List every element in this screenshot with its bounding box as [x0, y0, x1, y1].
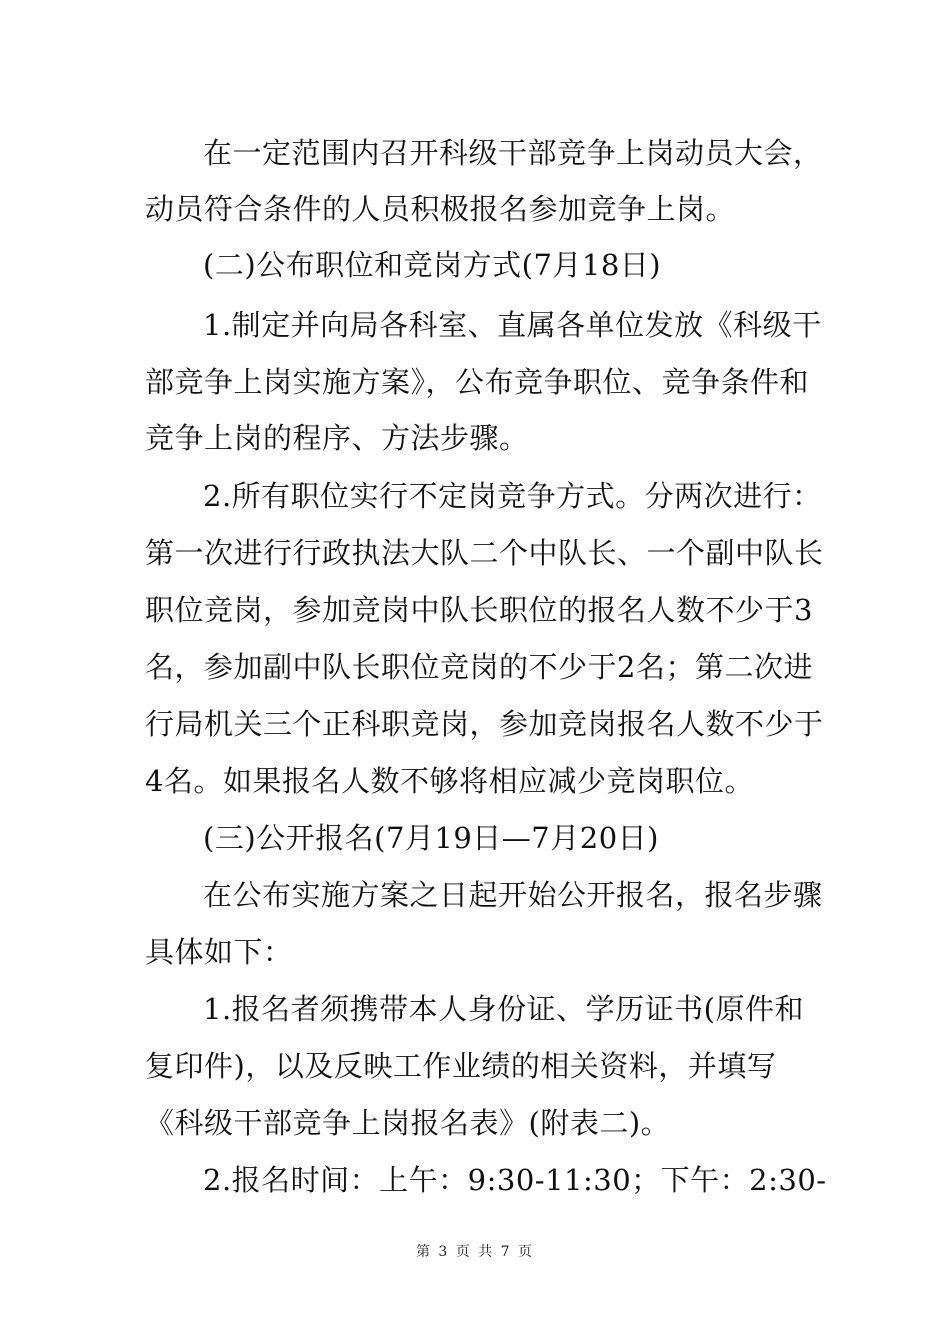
text-line-1: 在一定范围内召开科级干部竞争上岗动员大会， — [203, 136, 823, 170]
text-line-4: 1.制定并向局各科室、直属各单位发放《科级干 — [203, 308, 822, 342]
text-line-16: 1.报名者须携带本人身份证、学历证书(原件和 — [203, 992, 804, 1026]
text-line-10: 名，参加副中队长职位竞岗的不少于2名；第二次进 — [145, 650, 813, 684]
text-line-9: 职位竞岗，参加竞岗中队长职位的报名人数不少于3 — [145, 593, 813, 627]
text-line-5: 部竞争上岗实施方案》，公布竞争职位、竞争条件和 — [145, 365, 810, 399]
text-line-6: 竞争上岗的程序、方法步骤。 — [145, 421, 529, 455]
text-line-7: 2.所有职位实行不定岗竞争方式。分两次进行： — [203, 479, 822, 513]
text-line-14: 在公布实施方案之日起开始公开报名，报名步骤 — [203, 878, 823, 912]
text-line-19: 2.报名时间：上午：9:30-11:30；下午：2:30- — [203, 1163, 827, 1197]
text-line-2: 动员符合条件的人员积极报名参加竞争上岗。 — [145, 192, 736, 226]
text-line-15: 具体如下： — [145, 935, 293, 969]
text-line-18: 《科级干部竞争上岗报名表》(附表二)。 — [145, 1106, 671, 1140]
section-heading-2: (二)公布职位和竞岗方式(7月18日) — [203, 248, 662, 282]
page-number-footer: 第 3 页 共 7 页 — [415, 1244, 535, 1260]
text-line-17: 复印件)，以及反映工作业绩的相关资料，并填写 — [145, 1049, 777, 1083]
text-line-12: 4名。如果报名人数不够将相应减少竞岗职位。 — [145, 764, 754, 798]
text-line-11: 行局机关三个正科职竞岗，参加竞岗报名人数不少于 — [145, 707, 824, 741]
section-heading-3: (三)公开报名(7月19日—7月20日) — [203, 821, 659, 855]
text-line-8: 第一次进行行政执法大队二个中队长、一个副中队长 — [145, 536, 824, 570]
